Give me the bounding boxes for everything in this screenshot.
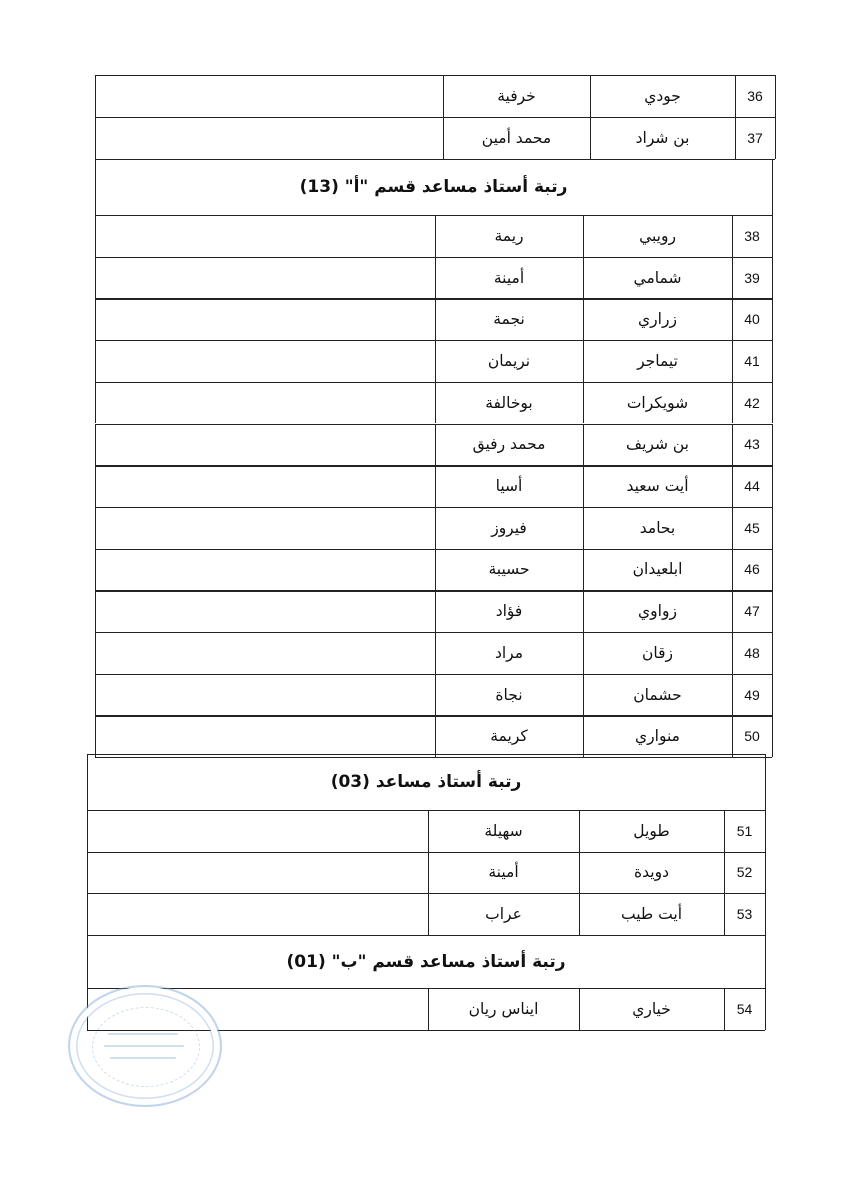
surname-cell: شمامي <box>633 268 682 287</box>
stamp-text-line <box>104 1045 184 1047</box>
stamp-inner-ring <box>92 1007 200 1087</box>
surname-cell: تيماجر <box>637 351 678 370</box>
table-rule <box>765 988 766 1030</box>
table-rule <box>772 257 773 299</box>
notes-cell <box>95 715 435 757</box>
table-rule <box>765 893 766 935</box>
given-name-cell: حسيبة <box>488 560 530 579</box>
row-number-cell: 36 <box>747 88 763 104</box>
notes-cell <box>95 382 435 424</box>
row-number-cell: 42 <box>744 394 760 411</box>
row-number-cell: 38 <box>744 227 760 244</box>
surname-cell: أيت طيب <box>621 904 683 923</box>
row-number-cell: 52 <box>736 864 753 881</box>
notes-cell <box>95 215 435 257</box>
surname-cell: شويكرات <box>626 393 689 412</box>
notes-cell <box>95 340 435 382</box>
table-rule <box>772 382 773 424</box>
surname-cell: ابلعيدان <box>632 560 683 579</box>
notes-cell <box>95 424 435 466</box>
surname-cell: بن شراد <box>635 129 690 147</box>
surname-cell: زراري <box>638 310 677 329</box>
surname-cell: طويل <box>633 821 670 840</box>
table-rule <box>772 590 773 632</box>
row-number-cell: 47 <box>744 603 760 620</box>
given-name-cell: أمينة <box>488 863 519 882</box>
given-name-cell: محمد رفيق <box>472 435 546 454</box>
notes-cell <box>95 465 435 507</box>
row-number-cell: 48 <box>744 644 760 661</box>
row-number-cell: 53 <box>736 905 753 922</box>
given-name-cell: نجمة <box>493 310 525 329</box>
table-rule <box>775 117 776 159</box>
given-name-cell: سهيلة <box>484 821 523 840</box>
notes-cell <box>87 810 428 852</box>
table-rule <box>772 340 773 382</box>
given-name-cell: ايناس ريان <box>468 1000 539 1018</box>
row-number-cell: 44 <box>744 478 760 495</box>
table-rule <box>772 465 773 507</box>
notes-cell <box>95 632 435 674</box>
row-number-cell: 46 <box>744 561 760 578</box>
given-name-cell: كريمة <box>490 727 528 746</box>
given-name-cell: بوخالفة <box>485 393 533 412</box>
notes-cell <box>87 893 428 935</box>
given-name-cell: فؤاد <box>495 602 523 621</box>
table-rule <box>772 507 773 549</box>
surname-cell: خياري <box>632 1000 671 1018</box>
given-name-cell: محمد أمين <box>481 129 552 147</box>
table-rule <box>765 754 766 810</box>
stamp-text-line <box>108 1033 178 1035</box>
surname-cell: أيت سعيد <box>626 477 689 496</box>
table-rule <box>772 215 773 257</box>
row-number-cell: 40 <box>744 311 760 328</box>
row-number-cell: 54 <box>736 1001 753 1017</box>
notes-cell <box>95 257 435 299</box>
table-rule <box>772 159 773 215</box>
row-number-cell: 39 <box>744 269 760 286</box>
given-name-cell: أسيا <box>495 477 523 496</box>
row-number-cell: 41 <box>744 352 760 369</box>
table-rule <box>772 298 773 340</box>
notes-cell <box>95 298 435 340</box>
table-rule <box>772 674 773 716</box>
table-rule <box>772 715 773 757</box>
table-rule <box>765 810 766 852</box>
stamp-text-line <box>110 1057 176 1059</box>
notes-cell <box>95 674 435 716</box>
surname-cell: زقان <box>642 643 673 662</box>
table-rule <box>772 632 773 674</box>
row-number-cell: 37 <box>747 130 763 146</box>
row-number-cell: 49 <box>744 686 760 703</box>
given-name-cell: نجاة <box>495 685 523 704</box>
row-number-cell: 51 <box>736 822 753 839</box>
notes-cell <box>95 117 443 159</box>
surname-cell: منواري <box>635 727 680 746</box>
surname-cell: بن شريف <box>626 435 689 454</box>
official-stamp <box>68 985 222 1107</box>
given-name-cell: ريمة <box>494 226 524 245</box>
table-rule <box>772 549 773 591</box>
surname-cell: رويبي <box>639 226 676 245</box>
table-rule <box>775 75 776 117</box>
notes-cell <box>95 75 443 117</box>
surname-cell: جودي <box>644 87 681 105</box>
table-rule <box>772 424 773 466</box>
given-name-cell: خرفية <box>497 87 536 105</box>
notes-cell <box>95 549 435 591</box>
given-name-cell: عراب <box>485 904 522 923</box>
surname-cell: دويدة <box>634 863 669 882</box>
section-heading: رتبة أستاذ مساعد قسم "أ" (13) <box>299 177 568 197</box>
given-name-cell: مراد <box>494 643 524 662</box>
surname-cell: بحامد <box>639 518 676 537</box>
given-name-cell: فيروز <box>491 518 527 537</box>
row-number-cell: 50 <box>744 728 760 745</box>
notes-cell <box>95 507 435 549</box>
surname-cell: حشمان <box>633 685 682 704</box>
table-rule <box>765 935 766 988</box>
table-rule <box>765 852 766 894</box>
row-number-cell: 43 <box>744 436 760 453</box>
given-name-cell: نريمان <box>487 351 531 370</box>
row-number-cell: 45 <box>744 519 760 536</box>
notes-cell <box>95 590 435 632</box>
notes-cell <box>87 852 428 894</box>
section-heading: رتبة أستاذ مساعد (03) <box>330 772 522 792</box>
section-heading: رتبة أستاذ مساعد قسم "ب" (01) <box>286 951 566 972</box>
given-name-cell: أمينة <box>493 268 525 287</box>
surname-cell: زواوي <box>638 602 677 621</box>
